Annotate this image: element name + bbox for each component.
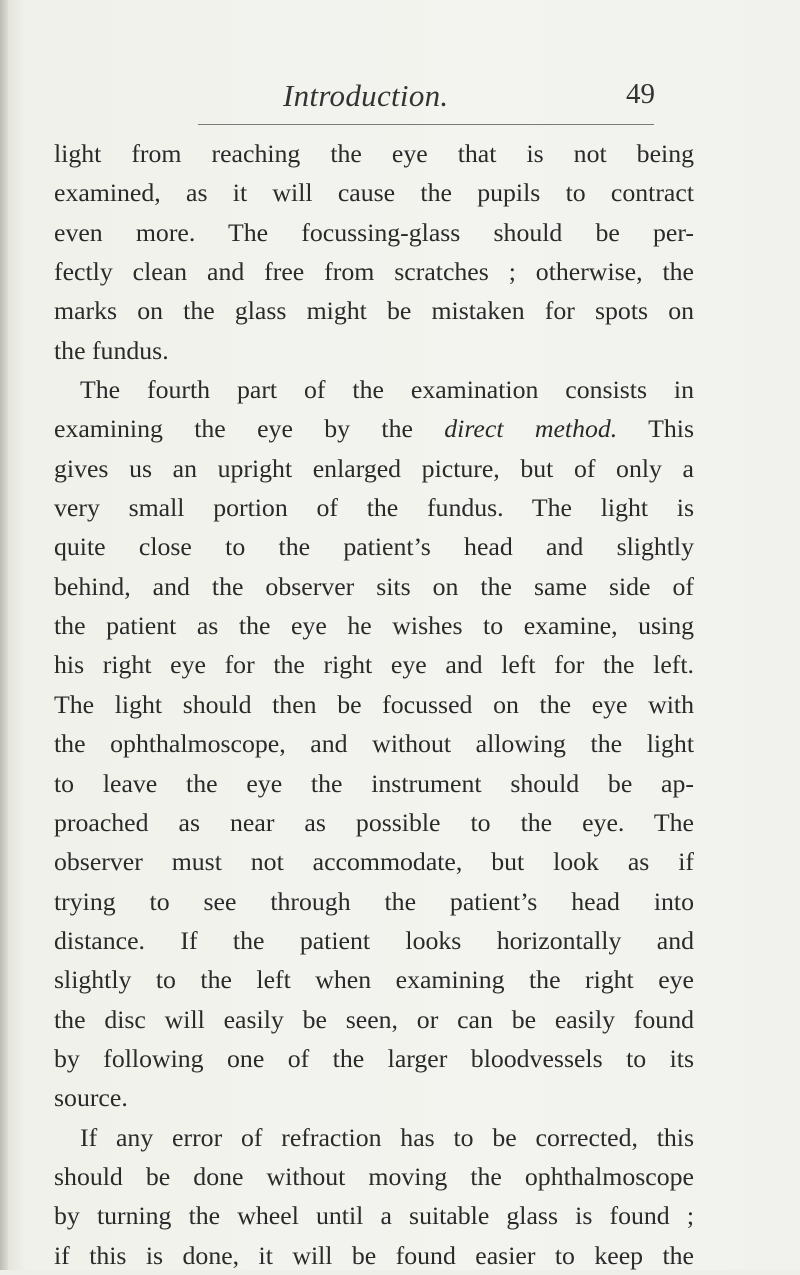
text-line: if this is done, it will be found easier to keep the bbox=[54, 1240, 694, 1270]
text-line: The light should then be focussed on the eye with bbox=[54, 689, 694, 719]
text-line: behind, and the observer sits on the same side of bbox=[54, 571, 694, 601]
text-line: to leave the eye the instrument should be ap- bbox=[54, 768, 694, 798]
text-line: slightly to the left when examining the right eye bbox=[54, 965, 694, 995]
header-rule bbox=[198, 124, 654, 125]
text-line: by following one of the larger bloodvessels to its bbox=[54, 1043, 694, 1073]
text-line: even more. The focussing-glass should be per- bbox=[54, 217, 694, 247]
text-segment: examining the eye by the bbox=[54, 414, 445, 444]
text-line: light from reaching the eye that is not being bbox=[54, 139, 694, 168]
page-number: 49 bbox=[626, 78, 655, 110]
running-title: Introduction. bbox=[283, 78, 449, 113]
text-line: his right eye for the right eye and left for the left. bbox=[54, 650, 694, 680]
text-line: observer must not accommodate, but look as if bbox=[54, 847, 694, 877]
text-line: gives us an upright enlarged picture, but of only a bbox=[54, 453, 694, 483]
text-line: should be done without moving the ophthalmoscope bbox=[54, 1161, 694, 1191]
text-line: examined, as it will cause the pupils to contract bbox=[54, 178, 694, 208]
binding-edge bbox=[0, 0, 8, 1270]
text-line: the patient as the eye he wishes to examine, using bbox=[54, 611, 694, 641]
text-line: by turning the wheel until a suitable glass is found ; bbox=[54, 1201, 694, 1231]
text-line: quite close to the patient’s head and slightly bbox=[54, 532, 694, 562]
text-line: marks on the glass might be mistaken for spots on bbox=[54, 296, 694, 326]
text-line: the disc will easily be seen, or can be easily found bbox=[54, 1004, 694, 1034]
emphasis-direct-method: direct method. bbox=[444, 414, 618, 444]
text-segment: This bbox=[617, 414, 694, 444]
text-line: trying to see through the patient’s head into bbox=[54, 886, 694, 916]
text-line: distance. If the patient looks horizontally and bbox=[54, 925, 694, 955]
text-line: The fourth part of the examination consists in bbox=[80, 375, 694, 405]
text-line: fectly clean and free from scratches ; otherwise, the bbox=[54, 257, 694, 287]
running-head bbox=[0, 78, 800, 118]
text-line: the fundus. bbox=[54, 335, 169, 365]
text-line: proached as near as possible to the eye. The bbox=[54, 807, 694, 837]
text-line-mixed bbox=[54, 409, 694, 448]
body-text bbox=[54, 134, 694, 1275]
text-line: very small portion of the fundus. The light is bbox=[54, 493, 694, 523]
text-line: source. bbox=[54, 1083, 128, 1113]
text-line: If any error of refraction has to be corrected, this bbox=[80, 1122, 694, 1152]
text-line: the ophthalmoscope, and without allowing the light bbox=[54, 729, 694, 759]
